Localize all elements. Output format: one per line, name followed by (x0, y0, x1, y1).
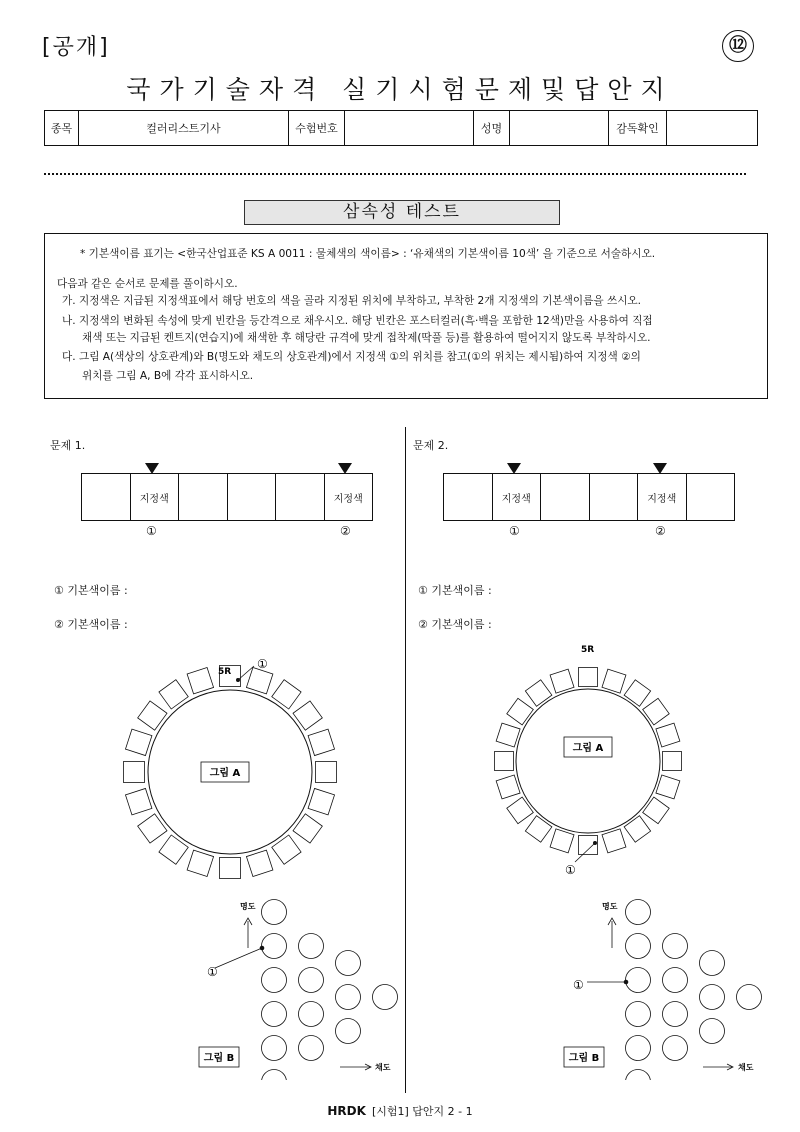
value-chroma-slot[interactable] (299, 934, 324, 959)
value-chroma-slot[interactable] (626, 1036, 651, 1061)
problem1-color-strip (81, 473, 373, 521)
hue-slot[interactable] (125, 729, 151, 755)
value-chroma-slot[interactable] (262, 934, 287, 959)
hue-slot[interactable] (656, 775, 680, 799)
strip-cell[interactable] (82, 474, 131, 520)
marker-dot (593, 841, 597, 845)
hue-slot[interactable] (579, 836, 598, 855)
hue-ring (495, 668, 682, 855)
instruction-item-da-2: 위치를 그림 A, B에 각각 표시하시오. (82, 370, 254, 382)
value-chroma-slot[interactable] (336, 951, 361, 976)
hue-slot[interactable] (316, 762, 337, 783)
hue-slot[interactable] (496, 775, 520, 799)
hue-slot[interactable] (496, 723, 520, 747)
strip-cell-designated[interactable]: 지정색 (638, 474, 687, 520)
value-chroma-slot[interactable] (336, 985, 361, 1010)
strip-cell-designated[interactable]: 지정색 (131, 474, 180, 520)
figB-y-label: 명도 (602, 902, 618, 911)
answer2-label: ② 기본색이름 : (54, 618, 128, 631)
marker-dot (624, 980, 629, 985)
hue-slot[interactable] (308, 729, 334, 755)
mark-2: ② (340, 524, 351, 538)
hue-slot[interactable] (124, 762, 145, 783)
instruction-note: * 기본색이름 표기는 <한국산업표준 KS A 0011 : 물체색의 색이름> : ‘유채색의 기본색이름 10색’ 을 기준으로 서술하시오. (80, 248, 656, 260)
value-chroma-slot[interactable] (336, 1019, 361, 1044)
hue-slot[interactable] (507, 698, 534, 725)
problem1-label: 문제 1. (50, 439, 86, 452)
instruction-item-ga: 가. 지정색은 지급된 지정색표에서 해당 번호의 색을 골라 지정된 위치에 부착하고, 부착한 2개 지정색의 기본색이름을 쓰시오. (62, 295, 642, 307)
hue-slot[interactable] (220, 858, 241, 879)
hue-slot[interactable] (308, 788, 334, 814)
sheet-number: ⑫ (722, 30, 754, 62)
value-chroma-slot[interactable] (262, 968, 287, 993)
figB-label: 그림 B (568, 1053, 600, 1064)
hue-slot[interactable] (125, 788, 151, 814)
mark-2: ② (655, 524, 666, 538)
hue-slot[interactable] (187, 850, 213, 876)
strip-cell[interactable] (179, 474, 228, 520)
hue-slot[interactable] (602, 829, 626, 853)
column-divider (405, 427, 406, 1093)
name-field[interactable] (510, 111, 609, 146)
value-chroma-slot[interactable] (262, 1036, 287, 1061)
mark-1: ① (509, 524, 520, 538)
hue-top-label: 5R (218, 667, 232, 677)
value-chroma-slot[interactable] (262, 1002, 287, 1027)
strip-cell[interactable] (444, 474, 493, 520)
figA-marker-label: ① (565, 863, 576, 877)
instruction-intro: 다음과 같은 순서로 문제를 풀이하시오. (57, 278, 238, 290)
strip-cell[interactable] (541, 474, 590, 520)
strip-cell-designated[interactable]: 지정색 (333, 493, 363, 505)
hue-slot[interactable] (246, 850, 272, 876)
hue-slot[interactable] (550, 829, 574, 853)
hue-slot[interactable] (624, 680, 651, 707)
hue-top-label: 5R (581, 645, 595, 655)
value-chroma-slot[interactable] (663, 968, 688, 993)
exam-number-field[interactable] (345, 111, 474, 146)
instruction-item-na-2: 채색 또는 지급된 켄트지(연습지)에 채색한 후 해당란 규격에 맞게 접착제(딱풀 등)를 활용하여 떨어지지 않도록 부착하시오. (82, 332, 651, 344)
strip-cell[interactable] (590, 474, 639, 520)
figA-label: 그림 A (572, 743, 604, 754)
hue-slot[interactable] (643, 797, 670, 824)
hue-slot[interactable] (550, 669, 574, 693)
figB-x-label: 채도 (738, 1063, 754, 1072)
problem2-figure-a (480, 640, 700, 885)
hue-slot[interactable] (643, 698, 670, 725)
subject-title: 삼속성 테스트 (244, 200, 560, 225)
value-chroma-slot[interactable] (299, 1036, 324, 1061)
dotted-separator (44, 173, 746, 175)
hrdk-logo: HRDK (327, 1104, 366, 1118)
hue-slot[interactable] (246, 667, 272, 693)
footer-text: [시험1] 답안지 2 - 1 (371, 1105, 473, 1118)
hue-slot[interactable] (663, 752, 682, 771)
strip-cell[interactable] (228, 474, 277, 520)
figB-label: 그림 B (203, 1053, 235, 1064)
hue-slot[interactable] (187, 667, 213, 693)
marker-dot (236, 678, 240, 682)
strip-cell[interactable] (687, 474, 735, 520)
value-chroma-slot[interactable] (626, 900, 651, 925)
hue-circle (516, 689, 660, 833)
problem2-color-strip (443, 473, 735, 521)
page-title: 국가기술자격 실기시험문제및답안지 (126, 75, 674, 104)
figB-marker-label: ① (207, 965, 218, 979)
problem2-label: 문제 2. (413, 439, 449, 452)
supervisor-field[interactable] (667, 111, 758, 146)
value-chroma-slot[interactable] (700, 951, 725, 976)
marker-leader-line (215, 948, 262, 968)
figB-marker-label: ① (573, 978, 584, 992)
strip-cell-designated[interactable]: 지정색 (493, 474, 542, 520)
value-chroma-slot[interactable] (663, 1036, 688, 1061)
value-chroma-slot[interactable] (262, 1070, 287, 1081)
strip-cell[interactable] (276, 474, 325, 520)
hue-slot[interactable] (624, 816, 651, 843)
value-chroma-grid (262, 900, 398, 1081)
exam-info-table (44, 110, 758, 146)
page-footer (0, 1103, 800, 1119)
field-label: 종목 (45, 111, 79, 146)
figA-marker-label: ① (257, 657, 268, 671)
hue-slot[interactable] (602, 669, 626, 693)
exam-number-label: 수험번호 (289, 111, 345, 146)
value-chroma-slot[interactable] (663, 934, 688, 959)
instruction-item-da-1: 다. 그림 A(색상의 상호관계)와 B(명도와 채도의 상호관계)에서 지정색 ①의 위치를 참고(①의 위치는 제시됨)하여 지정색 ②의 (62, 351, 641, 363)
instruction-item-na-1: 나. 지정색의 변화된 속성에 맞게 빈칸을 등간격으로 채우시오. 해당 빈칸은 포스터컬러(흑·백을 포함한 12색)만을 사용하여 직접 (62, 315, 653, 327)
marker-dot (260, 946, 265, 951)
value-chroma-slot[interactable] (700, 1019, 725, 1044)
answer1-label: ① 기본색이름 : (418, 584, 492, 597)
value-chroma-slot[interactable] (262, 900, 287, 925)
value-chroma-slot[interactable] (373, 985, 398, 1010)
problem2-figure-b (560, 888, 770, 1080)
problem1-figure-b (195, 888, 405, 1080)
field-value: 컬러리스트기사 (79, 111, 289, 146)
value-chroma-slot[interactable] (700, 985, 725, 1010)
name-label: 성명 (474, 111, 510, 146)
value-chroma-slot[interactable] (299, 1002, 324, 1027)
value-chroma-slot[interactable] (626, 1002, 651, 1027)
value-chroma-slot[interactable] (299, 968, 324, 993)
figB-y-label: 명도 (240, 902, 256, 911)
value-chroma-slot[interactable] (626, 1070, 651, 1081)
hue-slot[interactable] (495, 752, 514, 771)
instructions-box (44, 233, 768, 399)
value-chroma-slot[interactable] (663, 1002, 688, 1027)
problem1-figure-a (110, 650, 360, 880)
figB-x-label: 채도 (375, 1063, 391, 1072)
value-chroma-grid (626, 900, 762, 1081)
supervisor-label: 감독확인 (609, 111, 667, 146)
hue-slot[interactable] (525, 680, 552, 707)
mark-1: ① (146, 524, 157, 538)
hue-slot[interactable] (525, 816, 552, 843)
hue-slot[interactable] (656, 723, 680, 747)
value-chroma-slot[interactable] (737, 985, 762, 1010)
hue-slot[interactable] (579, 668, 598, 687)
hue-slot[interactable] (507, 797, 534, 824)
figA-label: 그림 A (209, 768, 241, 779)
value-chroma-slot[interactable] (626, 934, 651, 959)
answer1-label: ① 기본색이름 : (54, 584, 128, 597)
value-chroma-slot[interactable] (626, 968, 651, 993)
public-label: [공개] (42, 35, 110, 60)
answer2-label: ② 기본색이름 : (418, 618, 492, 631)
